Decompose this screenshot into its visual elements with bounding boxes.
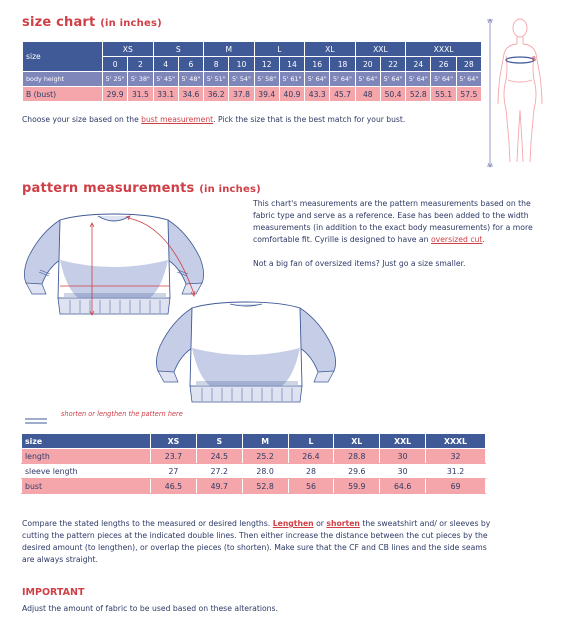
compare-text-1: Compare the stated lengths to the measured or desired lengths.	[22, 519, 273, 528]
bust-cell: 50.4	[380, 87, 405, 102]
size-row-label: size	[23, 42, 103, 72]
size-note	[22, 115, 492, 124]
bust-cell: 52.8	[406, 87, 431, 102]
bust-measurement-link[interactable]: bust measurement	[141, 115, 214, 124]
size-number-cell: 18	[330, 57, 355, 72]
size-note-text-end: . Pick the size that is the best match for your bust.	[213, 115, 406, 124]
meas-cell: 24.5	[196, 449, 242, 464]
meas-header-cell: M	[242, 434, 288, 449]
meas-row-label: sleeve length	[22, 464, 151, 479]
meas-cell: 28.0	[242, 464, 288, 479]
meas-header-cell: XXXL	[426, 434, 486, 449]
meas-cell: 59.9	[334, 479, 380, 494]
size-group-s: S	[153, 42, 204, 57]
meas-cell: 27	[151, 464, 197, 479]
meas-cell: 46.5	[151, 479, 197, 494]
bust-row	[23, 87, 482, 102]
body-height-cell: 5' 64"	[431, 72, 456, 87]
meas-header-cell: XL	[334, 434, 380, 449]
figure-b-label: B	[532, 56, 537, 63]
body-height-cell: 5' 64"	[380, 72, 405, 87]
meas-cell: 23.7	[151, 449, 197, 464]
bust-label: B (bust)	[23, 87, 103, 102]
compare-text	[22, 518, 492, 566]
body-height-cell: 5' 64"	[355, 72, 380, 87]
size-number-cell: 4	[153, 57, 178, 72]
size-group-xs: XS	[103, 42, 154, 57]
double-line-icon	[25, 417, 47, 425]
size-number-cell: 0	[103, 57, 128, 72]
pattern-title-text: pattern measurements	[22, 181, 195, 196]
body-height-cell: 5' 54"	[229, 72, 254, 87]
important-text: Adjust the amount of fabric to be used based on these alterations.	[22, 604, 278, 613]
meas-header-cell: L	[288, 434, 334, 449]
bust-cell: 36.2	[204, 87, 229, 102]
body-height-row	[23, 72, 482, 87]
size-number-cell: 12	[254, 57, 279, 72]
bust-cell: 45.7	[330, 87, 355, 102]
meas-cell: 52.8	[242, 479, 288, 494]
size-note-text: Choose your size based on the	[22, 115, 142, 124]
shorten-link[interactable]: shorten	[326, 519, 360, 528]
compare-text-3: the sweatshirt and/ or sleeves by cutting the pattern pieces at the indicated double lines. Then either increase the distance between the cut pieces by the desired amount (to lengthen), or overlap the pieces (to shorten). Make sure that the CF and CB lines and the side seams are always straight.	[22, 519, 491, 564]
meas-row-label: length	[22, 449, 151, 464]
body-height-cell: 5' 48"	[178, 72, 203, 87]
body-height-label: body height	[23, 72, 103, 87]
size-number-cell: 6	[178, 57, 203, 72]
meas-cell: 27.2	[196, 464, 242, 479]
meas-cell: 69	[426, 479, 486, 494]
meas-header-cell: XS	[151, 434, 197, 449]
size-number-cell: 26	[431, 57, 456, 72]
meas-row	[22, 479, 486, 494]
measurements-table	[21, 433, 486, 494]
size-number-cell: 28	[456, 57, 481, 72]
meas-cell: 31.2	[426, 464, 486, 479]
compare-instructions	[22, 518, 492, 566]
body-height-cell: 5' 64"	[456, 72, 481, 87]
size-number-cell: 8	[204, 57, 229, 72]
meas-header-size: size	[22, 434, 151, 449]
meas-cell: 28	[288, 464, 334, 479]
size-number-cell: 10	[229, 57, 254, 72]
meas-cell: 32	[426, 449, 486, 464]
size-chart-unit: (in inches)	[100, 18, 162, 29]
bust-cell: 43.3	[305, 87, 330, 102]
pattern-para-1	[253, 198, 538, 246]
pattern-para-1-end: .	[482, 235, 485, 244]
meas-cell: 30	[380, 464, 426, 479]
bust-cell: 37.8	[229, 87, 254, 102]
bust-cell: 34.6	[178, 87, 203, 102]
size-number-cell: 2	[128, 57, 153, 72]
body-height-cell: 5' 61"	[279, 72, 304, 87]
size-group-xxl: XXL	[355, 42, 406, 57]
meas-header-cell: XXL	[380, 434, 426, 449]
body-height-cell: 5' 45"	[153, 72, 178, 87]
body-height-cell: 5' 64"	[406, 72, 431, 87]
bust-cell: 57.5	[456, 87, 481, 102]
pattern-para-2: Not a big fan of oversized items? Just go a size smaller.	[253, 259, 466, 268]
meas-cell: 56	[288, 479, 334, 494]
size-chart-table	[22, 41, 482, 102]
oversized-cut-link[interactable]: oversized cut	[430, 235, 483, 244]
meas-row	[22, 464, 486, 479]
body-height-cell: 5' 58"	[254, 72, 279, 87]
measurements-header-row	[22, 434, 486, 449]
bust-cell: 31.5	[128, 87, 153, 102]
size-number-cell: 24	[406, 57, 431, 72]
meas-cell: 64.6	[380, 479, 426, 494]
bust-cell: 29.9	[103, 87, 128, 102]
size-number-cell: 20	[355, 57, 380, 72]
bust-cell: 48	[355, 87, 380, 102]
size-number-cell: 14	[279, 57, 304, 72]
meas-cell: 49.7	[196, 479, 242, 494]
bust-cell: 39.4	[254, 87, 279, 102]
meas-row-label: bust	[22, 479, 151, 494]
meas-cell: 29.6	[334, 464, 380, 479]
size-chart-title-text: size chart	[22, 15, 96, 30]
body-height-cell: 5' 51"	[204, 72, 229, 87]
legend-text: shorten or lengthen the pattern here	[61, 410, 183, 418]
pattern-title	[22, 181, 261, 196]
important-title: IMPORTANT	[22, 587, 85, 598]
bust-cell: 33.1	[153, 87, 178, 102]
body-height-cell: 5' 38"	[128, 72, 153, 87]
body-height-cell: 5' 64"	[305, 72, 330, 87]
meas-cell: 28.8	[334, 449, 380, 464]
pattern-unit: (in inches)	[199, 184, 261, 195]
body-figure-illustration	[484, 14, 564, 172]
meas-cell: 30	[380, 449, 426, 464]
lengthen-link[interactable]: Lengthen	[272, 519, 314, 528]
size-group-xl: XL	[305, 42, 356, 57]
pattern-description	[253, 198, 538, 270]
size-number-cell: 16	[305, 57, 330, 72]
bust-cell: 55.1	[431, 87, 456, 102]
body-height-cell: 5' 25"	[103, 72, 128, 87]
size-chart-title	[22, 15, 162, 30]
size-number-cell: 22	[380, 57, 405, 72]
bust-cell: 40.9	[279, 87, 304, 102]
meas-cell: 25.2	[242, 449, 288, 464]
compare-text-2: or	[313, 519, 327, 528]
size-group-l: L	[254, 42, 305, 57]
body-height-cell: 5' 64"	[330, 72, 355, 87]
legend-double-line	[25, 410, 47, 429]
sweatshirt-back-illustration	[152, 296, 342, 411]
meas-cell: 26.4	[288, 449, 334, 464]
size-group-xxxl: XXXL	[406, 42, 482, 57]
meas-row	[22, 449, 486, 464]
size-group-m: M	[204, 42, 255, 57]
meas-header-cell: S	[196, 434, 242, 449]
pattern-para-1-text: This chart's measurements are the pattern measurements based on the fabric type and serve as a reference. Ease has been added to the width measurements (in addition to the exact body measurements) for a more comfortable fit. Cyrille is designed to have an	[253, 199, 533, 244]
